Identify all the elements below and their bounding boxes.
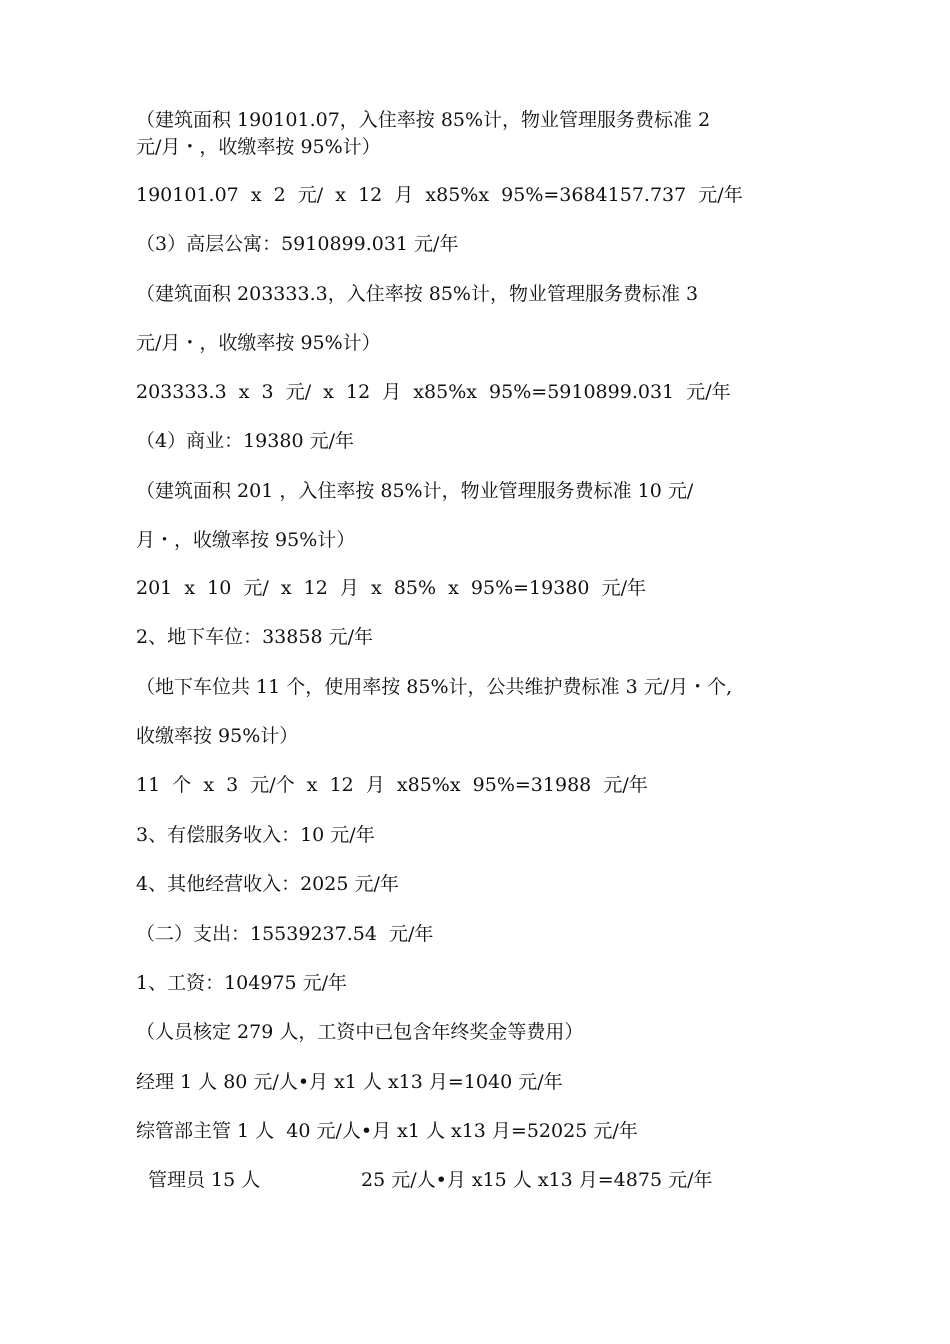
section-heading: 1、工资：104975 元/年 bbox=[136, 972, 348, 994]
formula-line: 201 x 10 元/ x 12 月 x 85% x 95%=19380 元/年 bbox=[136, 577, 646, 599]
text-line: （建筑面积 190101.07，入住率按 85%计，物业管理服务费标准 2 bbox=[136, 109, 711, 131]
text-line: 月・，收缴率按 95%计） bbox=[136, 529, 356, 551]
salary-line: 综管部主管 1 人 40 元/人•月 x1 人 x13 月=52025 元/年 bbox=[136, 1120, 638, 1142]
text-line: （建筑面积 203333.3，入住率按 85%计，物业管理服务费标准 3 bbox=[136, 283, 699, 305]
text-line: 收缴率按 95%计） bbox=[136, 725, 299, 747]
salary-line: 经理 1 人 80 元/人•月 x1 人 x13 月=1040 元/年 bbox=[136, 1071, 563, 1093]
text-line: （地下车位共 11 个，使用率按 85%计，公共维护费标准 3 元/月・个, bbox=[136, 676, 733, 698]
formula-line: 11 个 x 3 元/个 x 12 月 x85%x 95%=31988 元/年 bbox=[136, 774, 648, 796]
salary-line-formula: 25 元/人•月 x15 人 x13 月=4875 元/年 bbox=[361, 1169, 713, 1191]
salary-line-label: 管理员 15 人 bbox=[148, 1169, 261, 1191]
text-line: 元/月・，收缴率按 95%计） bbox=[136, 136, 381, 158]
section-heading: （4）商业：19380 元/年 bbox=[136, 430, 354, 452]
section-heading: 2、地下车位：33858 元/年 bbox=[136, 626, 373, 648]
section-heading: （3）高层公寓：5910899.031 元/年 bbox=[136, 233, 459, 255]
text-line: 元/月・，收缴率按 95%计） bbox=[136, 332, 381, 354]
section-heading: 3、有偿服务收入：10 元/年 bbox=[136, 824, 375, 846]
formula-line: 203333.3 x 3 元/ x 12 月 x85%x 95%=5910899.031 元/年 bbox=[136, 381, 731, 403]
formula-line: 190101.07 x 2 元/ x 12 月 x85%x 95%=3684157.737 元/年 bbox=[136, 184, 743, 206]
text-line: （建筑面积 201 ，入住率按 85%计，物业管理服务费标准 10 元/ bbox=[136, 480, 694, 502]
section-heading: 4、其他经营收入：2025 元/年 bbox=[136, 873, 399, 895]
section-heading: （二）支出：15539237.54 元/年 bbox=[136, 923, 434, 945]
text-line: （人员核定 279 人，工资中已包含年终奖金等费用） bbox=[136, 1021, 584, 1043]
